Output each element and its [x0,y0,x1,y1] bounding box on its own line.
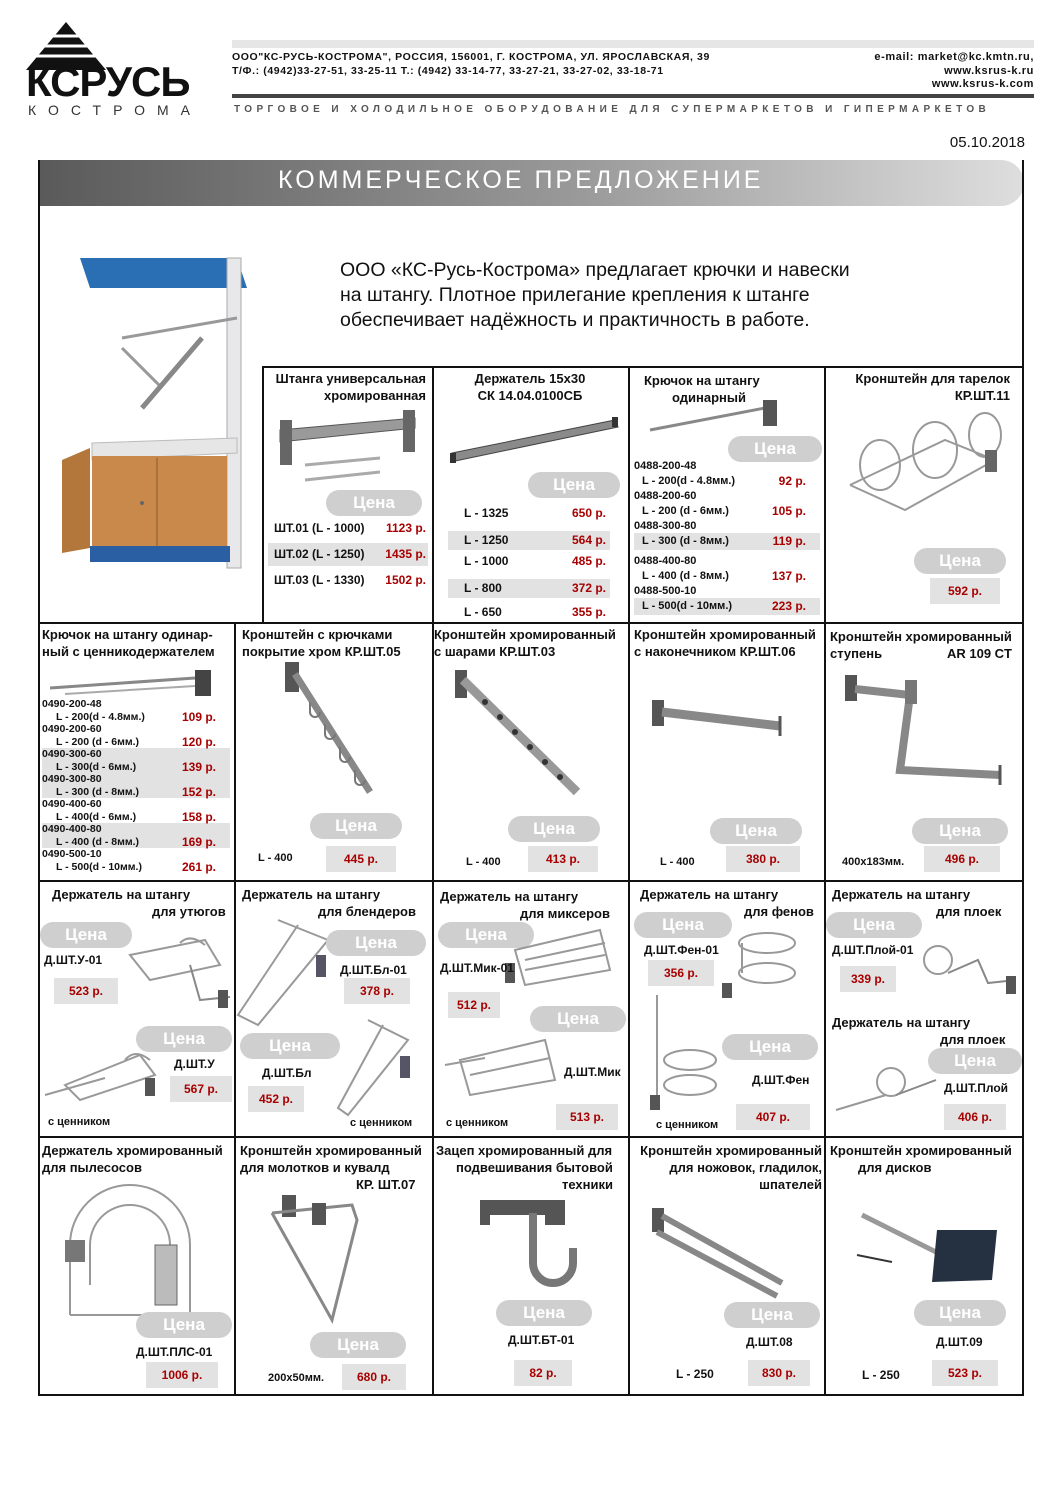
product-code: Д.ШТ.Бл-01 [340,963,407,977]
product-title: Держатель на штангу для плоек [832,1015,1006,1047]
chrome-bar-image [275,410,425,490]
saw-bracket-image [652,1208,792,1298]
price-tag-note: с ценником [350,1117,413,1129]
price-badge: Цена [240,1033,340,1059]
single-hook-image [645,400,805,440]
price-row: L - 1250 564 р. [448,531,610,550]
price-value: 567 р. [170,1076,232,1102]
product-title: Держатель 15х30 СК 14.04.0100СБ [474,371,586,403]
price-badge: Цена [912,818,1008,844]
product-code: Д.ШТ.ПЛС-01 [136,1345,213,1359]
product-title: Кронштейн хромированный с наконечником КР.ШТ.06 [634,627,816,659]
price-badge: Цена [136,1026,232,1052]
product-code: Д.ШТ.Плой [944,1081,1009,1095]
company-phones: Т/Ф.: (4942)33-27-51, 33-25-11 Т.: (4942) 33-14-77, 33-27-21, 33-27-02, 33-18-71 [232,65,664,77]
price-badge: Цена [530,1006,626,1032]
product-code: Д.ШТ.08 [746,1335,793,1349]
disc-bracket-image [852,1210,1002,1300]
header-rule-dark [232,94,1034,98]
title-banner-text: КОММЕРЧЕСКОЕ ПРЕДЛОЖЕНИЕ [278,166,764,194]
product-title: Кронштейн хромированный для дисков [830,1143,1012,1175]
price-badge: Цена [634,912,732,938]
price-badge: Цена [928,1048,1022,1074]
price-row: ШТ.03 (L - 1330) 1502 р. [274,573,426,587]
price-row: 0490-400-60 L - 400(d - 6мм.) 158 р. [42,798,216,824]
price-value: 496 р. [924,846,1000,872]
product-title: Держатель на штангу для утюгов [52,887,226,919]
price-badge: Цена [310,813,402,839]
mixer-holder-with-tag-image [445,1030,565,1100]
price-value: 1006 р. [146,1362,218,1388]
price-list [268,518,428,591]
price-badge: Цена [508,816,600,842]
price-value: 407 р. [736,1104,810,1130]
price-value: 452 р. [248,1086,304,1112]
product-title: Держатель хромированный для пылесосов [42,1143,223,1175]
price-row: ШТ.02 (L - 1250) 1435 р. [268,543,428,566]
price-list [42,698,230,873]
intro-text [340,258,850,333]
product-size: L - 400 [466,856,501,868]
price-row: 0488-500-10 L - 500(d - 10мм.) 223 р. [634,585,820,615]
price-row: 0488-200-60 L - 200 (d - 6мм.) 105 р. [634,490,806,518]
plate-bracket-image [845,410,1005,520]
price-value: 413 р. [528,846,598,872]
step-bracket-image [845,675,1015,795]
price-list [634,460,820,615]
price-list [448,504,610,622]
product-title: Крючок на штангу одинарный [644,373,760,405]
company-email[interactable]: e-mail: market@kc.kmtn.ru, [874,51,1034,63]
price-value: 523 р. [54,978,118,1004]
price-row: 0490-200-60 L - 200 (d - 6мм.) 120 р. [42,723,216,749]
product-code: Д.ШТ.Мик-01 [440,961,514,975]
price-badge: Цена [710,818,802,844]
price-value: 512 р. [448,992,500,1018]
hammer-bracket-image [272,1195,372,1325]
price-badge: Цена [496,1300,592,1326]
price-value: 380 р. [726,846,800,872]
price-badge: Цена [528,472,620,498]
product-code: Д.ШТ.Фен-01 [644,943,719,957]
price-value: 406 р. [944,1104,1006,1130]
price-row: L - 800 372 р. [448,579,610,598]
product-code: Д.ШТ.Мик [564,1065,621,1079]
price-value: 445 р. [326,846,396,872]
appliance-hook-image [478,1198,578,1298]
price-value: 82 р. [514,1360,572,1386]
hairdryer-holder-image [722,928,802,998]
header-rule-top [232,40,1034,48]
product-code: Д.ШТ.09 [936,1335,983,1349]
price-tag-note: с ценником [656,1119,719,1131]
price-row: L - 650 355 р. [464,605,606,619]
curling-iron-holder-with-tag-image [836,1060,946,1120]
product-title: Держатель на штангу для плоек [832,887,1002,919]
intro-line: ООО «КС-Русь-Кострома» предлагает крючки и навески [340,259,850,281]
logo-word: КСРУСЬ [26,58,190,105]
document-date: 05.10.2018 [949,134,1025,151]
price-value: 339 р. [840,966,896,992]
product-code: Д.ШТ.У-01 [44,953,103,967]
price-badge: Цена [40,922,132,948]
price-value: 523 р. [932,1360,998,1386]
product-code: Д.ШТ.Плой-01 [832,943,914,957]
product-code: Д.ШТ.БТ-01 [508,1333,575,1347]
iron-holder-with-tag-image [45,1030,175,1100]
product-title: Кронштейн хромированный ступень AR 109 CT [830,629,1012,661]
product-title: Крючок на штангу одинар- ный с ценникодержателем [42,627,215,659]
product-size: L - 250 [676,1367,714,1381]
price-row: 0490-200-48 L - 200(d - 4.8мм.) 109 р. [42,698,216,724]
hairdryer-holder-with-tag-image [645,995,725,1115]
blender-holder-with-tag-image [338,1020,418,1120]
iron-holder-image [120,935,230,1015]
product-code: Д.ШТ.Бл [262,1066,312,1080]
price-badge: Цена [914,1300,1006,1326]
price-badge: Цена [826,912,922,938]
product-title: Держатель на штангу для блендеров [242,887,416,919]
blender-holder-image [238,920,338,1030]
company-address: ООО"КС-РУСЬ-КОСТРОМА", РОССИЯ, 156001, Г. КОСТРОМА, УЛ. ЯРОСЛАВСКАЯ, 39 [232,51,710,63]
shelving-unit-image [62,248,252,578]
product-title: Держатель на штангу для фенов [640,887,814,919]
price-row: 0490-300-60 L - 300(d - 6мм.) 139 р. [42,748,230,773]
price-value: 830 р. [748,1360,810,1386]
price-badge: Цена [728,436,822,462]
holder-bar-image [450,415,620,465]
price-row: 0488-300-80 L - 300 (d - 8мм.) 119 р. [634,520,820,550]
price-badge: Цена [136,1312,232,1338]
curling-iron-holder-image [918,938,1018,998]
price-badge: Цена [722,1034,818,1060]
price-value: 356 р. [648,960,714,986]
price-row: L - 1325 650 р. [464,506,606,520]
price-badge: Цена [914,548,1006,574]
product-title: Кронштейн хромированный для молотков и кувалд КР. ШТ.07 [240,1143,422,1192]
product-title: Кронштейн хромированный с шарами КР.ШТ.03 [434,627,616,659]
price-value: 378 р. [344,978,410,1004]
product-title: Кронштейн с крючками покрытие хром КР.ШТ.05 [242,627,401,659]
product-code: Д.ШТ.Фен [752,1073,810,1087]
header-tagline: ТОРГОВОЕ И ХОЛОДИЛЬНОЕ ОБОРУДОВАНИЕ ДЛЯ СУПЕРМАРКЕТОВ И ГИПЕРМАРКЕТОВ [234,104,991,115]
product-title: Держатель на штангу для миксеров [440,889,610,921]
company-site-1[interactable]: www.ksrus-k.ru [944,65,1034,77]
price-badge: Цена [326,490,422,516]
price-row: ШТ.01 (L - 1000) 1123 р. [274,521,426,535]
intro-line: на штангу. Плотное прилегание крепления к штанге [340,284,810,306]
product-size: L - 250 [862,1368,900,1382]
product-title: Кронштейн для тарелок КР.ШТ.11 [855,371,1010,403]
logo [22,18,212,118]
company-site-2[interactable]: www.ksrus-k.com [931,78,1034,90]
price-badge: Цена [310,1332,406,1358]
price-value: 680 р. [342,1364,406,1390]
logo-subtitle: КОСТРОМА [28,102,203,118]
product-code: Д.ШТ.У [174,1057,215,1071]
price-row: 0490-300-80 L - 300 (d - 8мм.) 152 р. [42,773,230,798]
price-row: 0488-200-48 L - 200(d - 4.8мм.) 92 р. [634,460,806,488]
bracket-with-balls-image [455,670,595,800]
price-value: 513 р. [556,1104,618,1130]
price-value: 592 р. [930,578,1000,604]
price-badge: Цена [326,930,426,956]
price-badge: Цена [438,922,534,948]
product-size: L - 400 [660,856,695,868]
product-title: Кронштейн хромированный для ножовок, гладилок, шпателей [640,1143,822,1192]
price-row: 0490-400-80 L - 400 (d - 8мм.) 169 р. [42,823,230,848]
intro-line: обеспечивает надёжность и практичность в работе. [340,309,810,331]
price-tag-note: с ценником [446,1117,509,1129]
mixer-holder-image [505,925,615,995]
price-tag-note: с ценником [48,1116,111,1128]
bracket-with-hooks-image [285,662,405,802]
price-row: L - 1000 485 р. [464,554,606,568]
product-size: 200х50мм. [268,1372,325,1384]
bracket-with-tip-image [652,700,792,750]
price-row: 0488-400-80 L - 400 (d - 8мм.) 137 р. [634,555,806,583]
price-row: 0490-500-10 L - 500(d - 10мм.) 261 р. [42,848,216,874]
product-size: 400х183мм. [842,856,905,868]
product-size: L - 400 [258,852,293,864]
product-title: Зацеп хромированный для подвешивания бытовой техники [436,1143,613,1192]
price-badge: Цена [724,1302,820,1328]
product-title: Штанга универсальная хромированная [275,371,426,403]
